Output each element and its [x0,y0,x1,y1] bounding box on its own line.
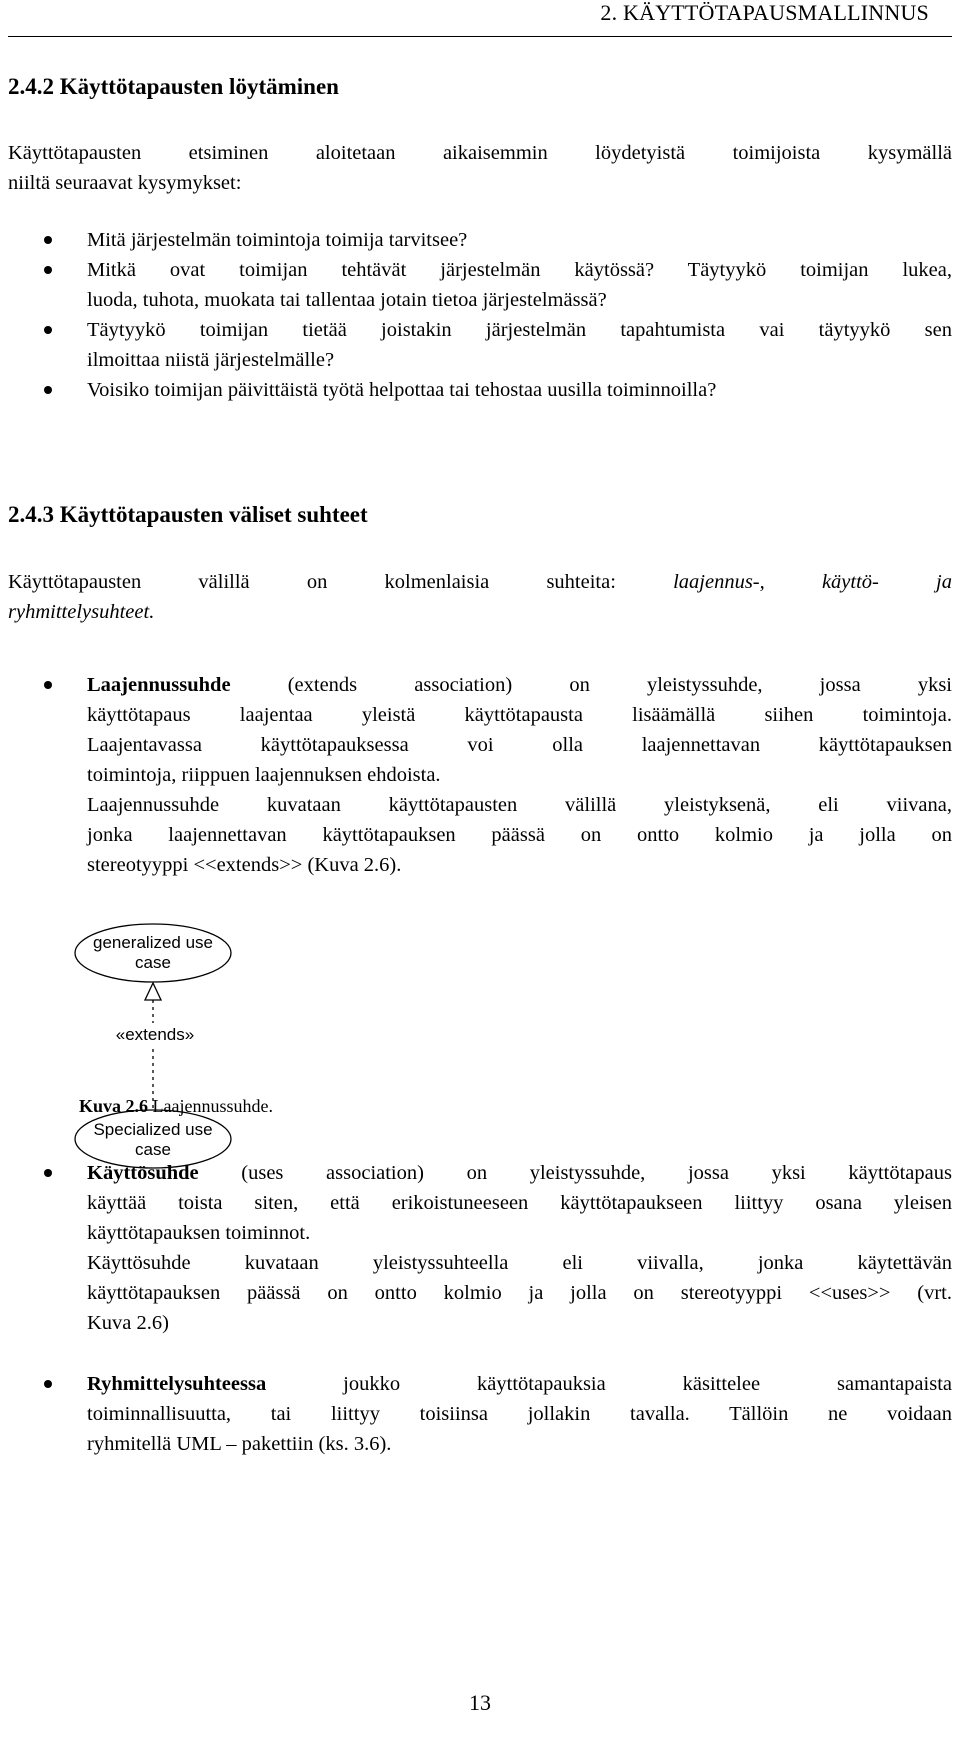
list-item-line: Mitkä ovat toimijan tehtävät järjestelmän käytössä? Täytyykö toimijan lukea, [87,259,952,281]
list-item-line: toiminnallisuutta, tai liittyy toisiinsa jollakin tavalla. Tällöin ne voidaan [87,1403,952,1425]
section-2-4-3-intro [8,567,952,627]
list-item [8,225,952,255]
list-item-line: Käyttösuhde kuvataan yleistyssuhteella eli viivalla, jonka käytettävän [87,1252,952,1274]
specialized-use-case-label: Specialized use [93,1120,213,1139]
line-text: (uses association) on yleistyssuhde, jossa yksi käyttötapaus [198,1162,952,1184]
list-item-line: käyttötapaus laajentaa yleistä käyttötapausta lisäämällä siihen toimintoja. [87,704,952,726]
intro-italic-terms: laajennus-, käyttö- ja [673,571,952,593]
section-heading-2-4-3: 2.4.3 Käyttötapausten väliset suhteet [8,502,368,527]
bullet-icon [44,326,52,334]
intro-period: . [149,601,155,623]
list-item [8,1158,952,1338]
list-item-line: käyttää toista siten, että erikoistuneeseen käyttötapaukseen liittyy osana yleisen [87,1192,952,1214]
bullet-icon [44,681,52,689]
bullet-icon [44,266,52,274]
bullet-icon [44,386,52,394]
list-item-line: Täytyykö toimijan tietää joistakin järjestelmän tapahtumista vai täytyykö sen [87,319,952,341]
intro-line [8,597,952,627]
list-item-line: ilmoittaa niistä järjestelmälle? [87,349,335,371]
bullet-icon [44,236,52,244]
stereotype-label: «extends» [115,1025,195,1044]
list-item [8,315,952,375]
list-item [8,1369,952,1459]
bullet-icon [44,1169,52,1177]
list-item-line: luoda, tuhota, muokata tai tallentaa jotain tietoa järjestelmässä? [87,289,607,311]
section-2-4-2-intro [8,138,952,198]
list-item-line: Kuva 2.6) [87,1312,169,1334]
list-item-line: käyttötapauksen päässä on ontto kolmio ja jolla on stereotyyppi <<uses>> (vrt. [87,1282,952,1304]
general-use-case-label: case [135,953,171,972]
uses-list [8,1158,952,1338]
header-rule [8,36,952,37]
list-item-line: toimintoja, riippuen laajennuksen ehdoista. [87,764,441,786]
intro-line [8,567,952,597]
list-item-line: Mitä järjestelmän toimintoja toimija tarvitsee? [87,229,468,251]
page-number: 13 [469,1690,491,1715]
hollow-triangle-icon [145,983,161,1000]
list-item-line [87,1369,952,1399]
list-item [8,255,952,315]
caption-text: Laajennussuhde. [148,1096,273,1116]
list-item-line: Laajentavassa käyttötapauksessa voi olla laajennettavan käyttötapauksen [87,734,952,756]
question-list [8,225,952,405]
intro-text: Käyttötapausten välillä on kolmenlaisia suhteita: [8,571,674,593]
list-item [8,375,952,405]
list-item-line: stereotyyppi <<extends>> (Kuva 2.6). [87,854,402,876]
list-item-line: Laajennussuhde kuvataan käyttötapausten välillä yleistyksenä, eli viivana, [87,794,952,816]
list-item-line: käyttötapauksen toiminnot. [87,1222,311,1244]
specialized-use-case-label: case [135,1140,171,1159]
list-item-line: Voisiko toimijan päivittäistä työtä helpottaa tai tehostaa uusilla toiminnoilla? [87,379,717,401]
list-item-line: jonka laajennettavan käyttötapauksen päässä on ontto kolmio ja jolla on [87,824,952,846]
grouping-list [8,1369,952,1459]
extends-list [8,670,952,880]
figure-caption [79,1096,273,1117]
list-item [8,670,952,880]
extends-diagram [60,915,300,1175]
list-item-line [87,1158,952,1188]
term-extends: Laajennussuhde [87,674,231,696]
term-grouping: Ryhmittelysuhteessa [87,1373,267,1395]
line-text: (extends association) on yleistyssuhde, jossa yksi [230,674,952,696]
general-use-case-label: generalized use [92,933,214,952]
line-text: joukko käyttötapauksia käsittelee samantapaista [266,1373,952,1395]
intro-line: Käyttötapausten etsiminen aloitetaan aikaisemmin löydetyistä toimijoista kysymällä [8,142,952,164]
intro-italic-terms: ryhmittelysuhteet [8,601,150,623]
term-uses: Käyttösuhde [87,1162,199,1184]
bullet-icon [44,1380,52,1388]
list-item-line [87,670,952,700]
section-heading-2-4-2: 2.4.2 Käyttötapausten löytäminen [8,74,339,99]
list-item-line: ryhmitellä UML – pakettiin (ks. 3.6). [87,1433,392,1455]
running-header: 2. KÄYTTÖTAPAUSMALLINNUS [600,0,929,25]
intro-line: niiltä seuraavat kysymykset: [8,172,242,194]
caption-label: Kuva 2.6 [79,1096,149,1116]
